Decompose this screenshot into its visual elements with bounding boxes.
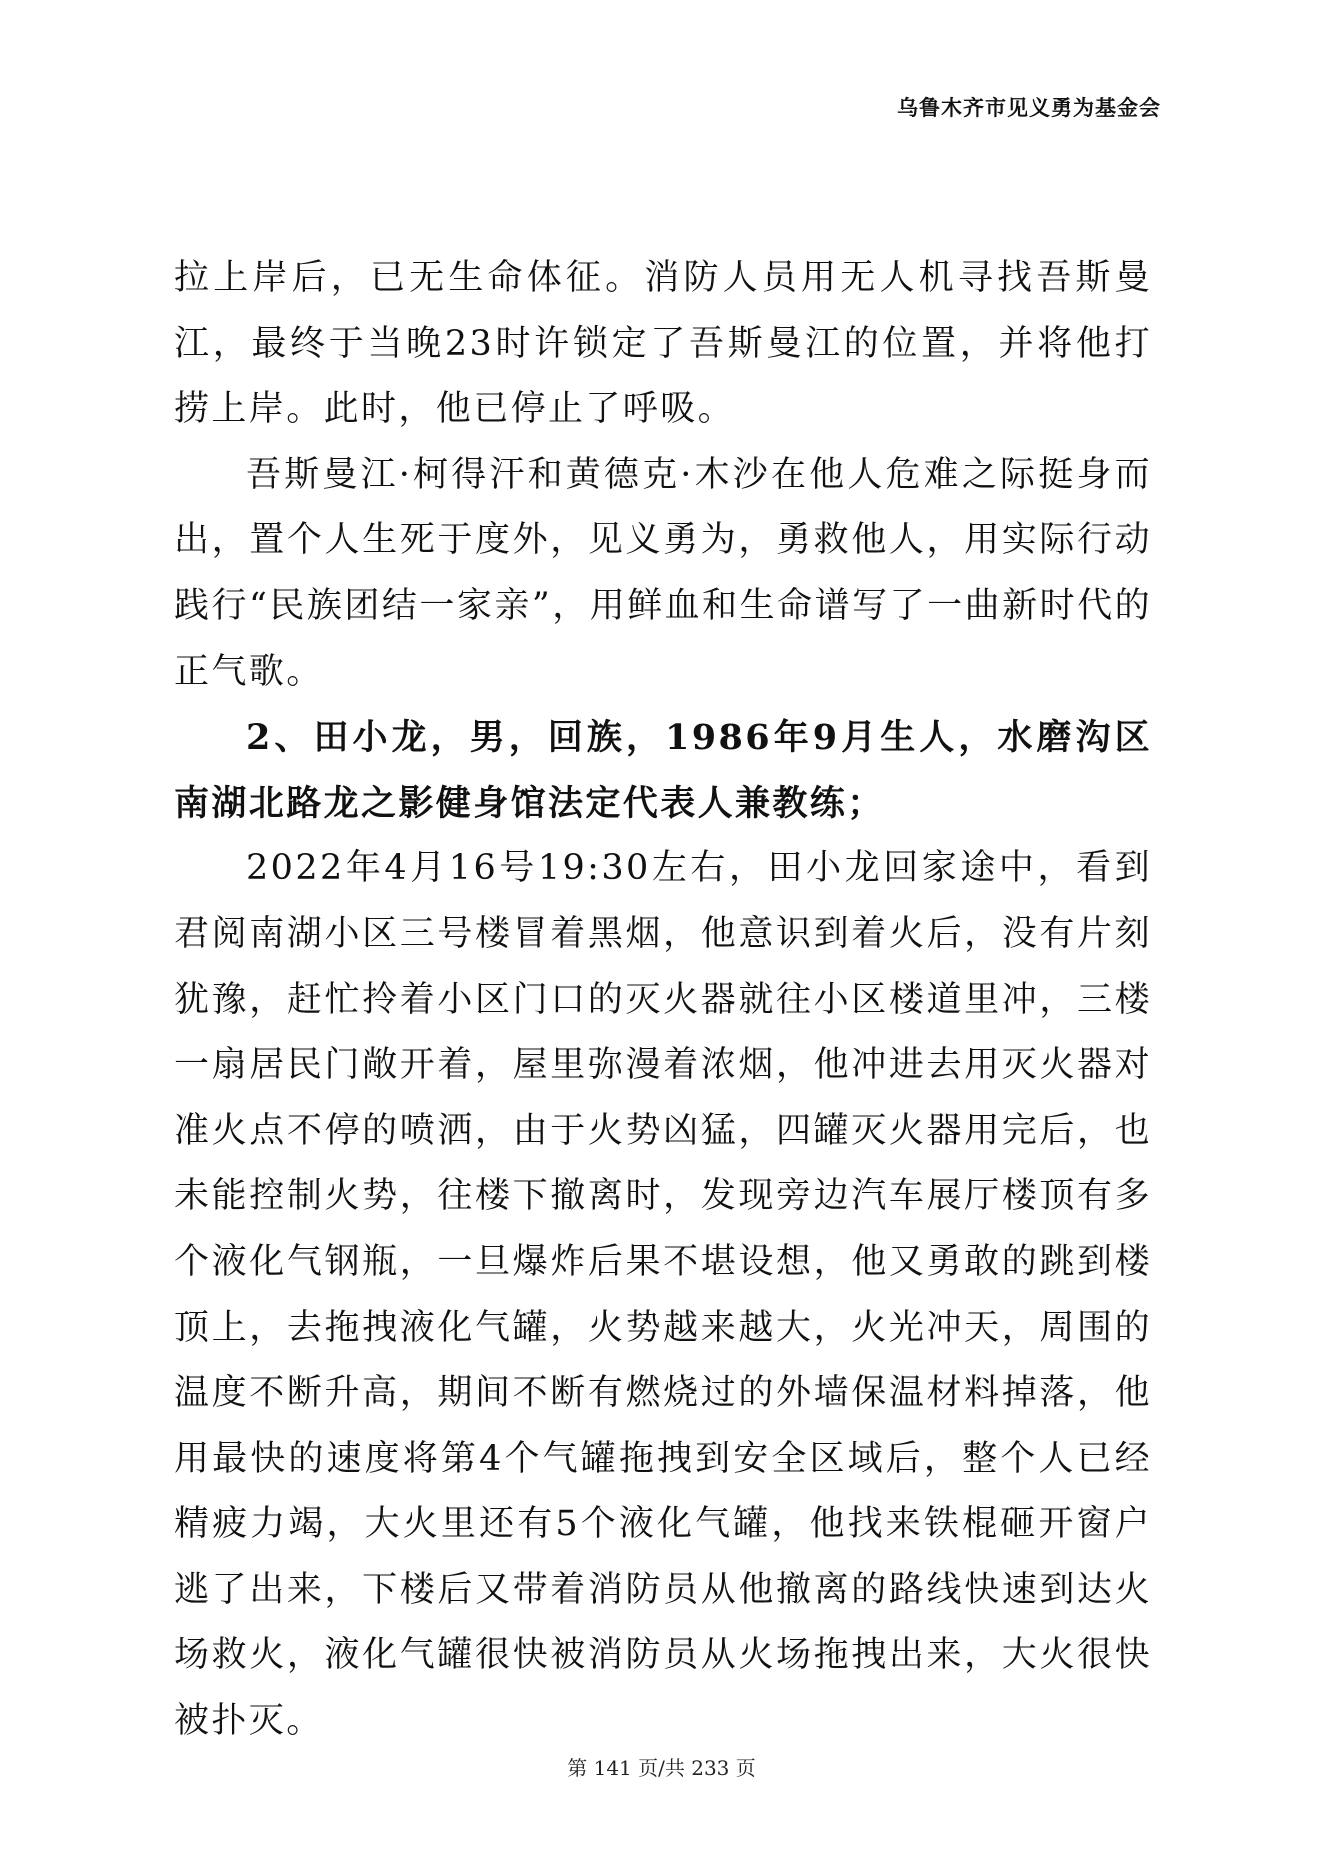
header-org-name: 乌鲁木齐市见义勇为基金会 xyxy=(897,95,1161,120)
paragraph-fire-rescue: 2022年4月16号19:30左右，田小龙回家途中，看到君阅南湖小区三号楼冒着黑烟，他意识到着火后，没有片刻犹豫，赶忙拎着小区门口的灭火器就往小区楼道里冲，三楼一扇居民门敞开着，屋里弥漫着浓烟，他冲进去用灭火器对准火点不停的喷洒，由于火势凶猛，四罐灭火器用完后，也未能控制火势，往楼下撤离时，发现旁边汽车展厅楼顶有多个液化气钢瓶，一旦爆炸后果不堪设想，他又勇敢的跳到楼顶上，去拖拽液化气罐，火势越来越大，火光冲天，周围的温度不断升高，期间不断有燃烧过的外墙保温材料掉落，他用最快的速度将第4个气罐拖拽到安全区域后，整个人已经精疲力竭，大火里还有5个液化气罐，他找来铁棍砸开窗户逃了出来，下楼后又带着消防员从他撤离的路线快速到达火场救火，液化气罐很快被消防员从火场拖拽出来，大火很快被扑灭。 xyxy=(174,848,1152,1742)
document-body xyxy=(174,246,1152,1755)
paragraph-commendation: 吾斯曼江·柯得汗和黄德克·木沙在他人危难之际挺身而出，置个人生死于度外，见义勇为，勇救他人，用实际行动践行“民族团结一家亲”，用鲜血和生命谱写了一曲新时代的正气歌。 xyxy=(174,454,1152,692)
page-number: 第 141 页/共 233 页 xyxy=(567,1756,756,1780)
paragraph-rescue-outcome: 拉上岸后，已无生命体征。消防人员用无人机寻找吾斯曼江，最终于当晚23时许锁定了吾斯曼江的位置，并将他打捞上岸。此时，他已停止了呼吸。 xyxy=(174,258,1152,430)
section-heading-tian-xiaolong: 2、田小龙，男，回族，1986年9月生人，水磨沟区南湖北路龙之影健身馆法定代表人兼教练； xyxy=(174,717,1152,824)
